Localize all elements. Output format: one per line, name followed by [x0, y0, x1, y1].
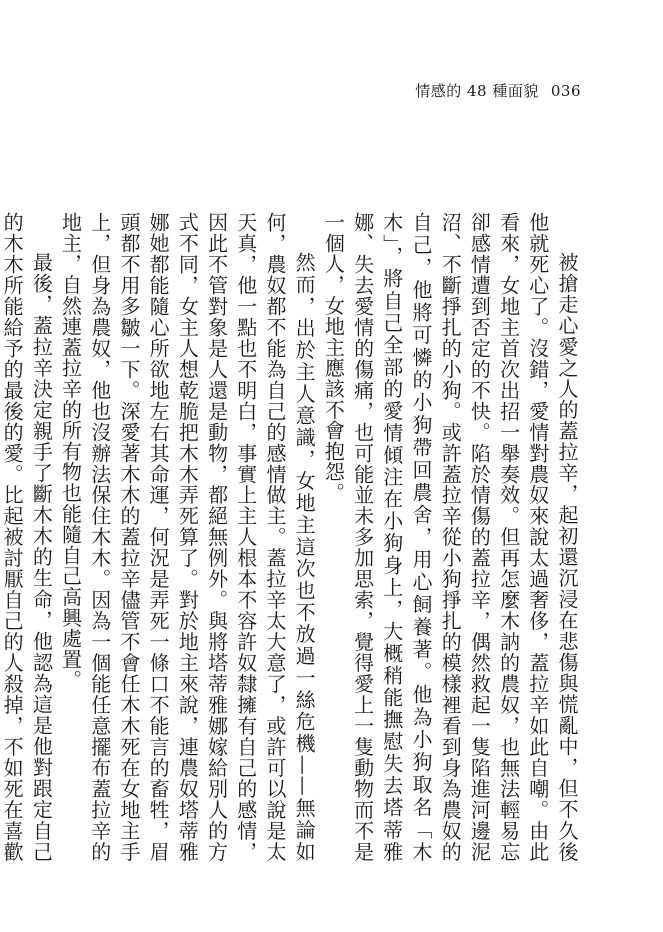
body-text [0, 212, 581, 862]
running-header [415, 80, 581, 101]
paragraph-2: 然而，出於主人意識，女地主這次也不放過一絲危機——無論如何，農奴都不能為自己的感情做主。蓋拉辛太大意了，或許可以說是太天真，他一點也不明白，事實上主人根本不容許奴隸擁有自己的感情，因此不管對象是人還是動物，都絕無例外。與將塔蒂雅娜嫁給別人的方式不同，女主人想乾脆把木木弄死算了。對於地主來說，連農奴塔蒂雅娜她都能隨心所欲地左右其命運，何況是弄死一條口不能言的畜牲，眉頭都不用多皺一下。深愛著木木的蓋拉辛儘管不會任木木死在女地主手上，但身為農奴，他也沒辦法保住木木。因為一個能任意擺布蓋拉辛的地主，自然連蓋拉辛的所有物也能隨自己高興處置。 [58, 212, 317, 862]
paragraph-1: 被搶走心愛之人的蓋拉辛，起初還沉浸在悲傷與慌亂中，但不久後他就死心了。沒錯，愛情對農奴來說太過奢侈，蓋拉辛如此自嘲。由此看來，女地主首次出招一舉奏效。但再怎麼木訥的農奴，也無法輕易忘卻感情遭到否定的不快。陷於情傷的蓋拉辛，偶然救起一隻陷進河邊泥沼、不斷掙扎的小狗。或許蓋拉辛從小狗掙扎的模樣裡看到身為農奴的自己，他將可憐的小狗帶回農舍，用心飼養著。他為小狗取名「木木」，將自己全部的愛情傾注在小狗身上，大概稍能撫慰失去塔蒂雅娜、失去愛情的傷痛，也可能並未多加思索，覺得愛上一隻動物而不是一個人，女地主應該不會抱怨。 [321, 212, 579, 862]
page-number: 036 [550, 82, 581, 100]
book-title: 情感的 48 種面貌 [415, 82, 539, 100]
paragraph-3: 最後，蓋拉辛決定親手了斷木木的生命，他認為這是他對跟定自己的木木所能給予的最後的愛。比起被討厭自己的人殺掉，不如死在喜歡 [0, 212, 54, 862]
